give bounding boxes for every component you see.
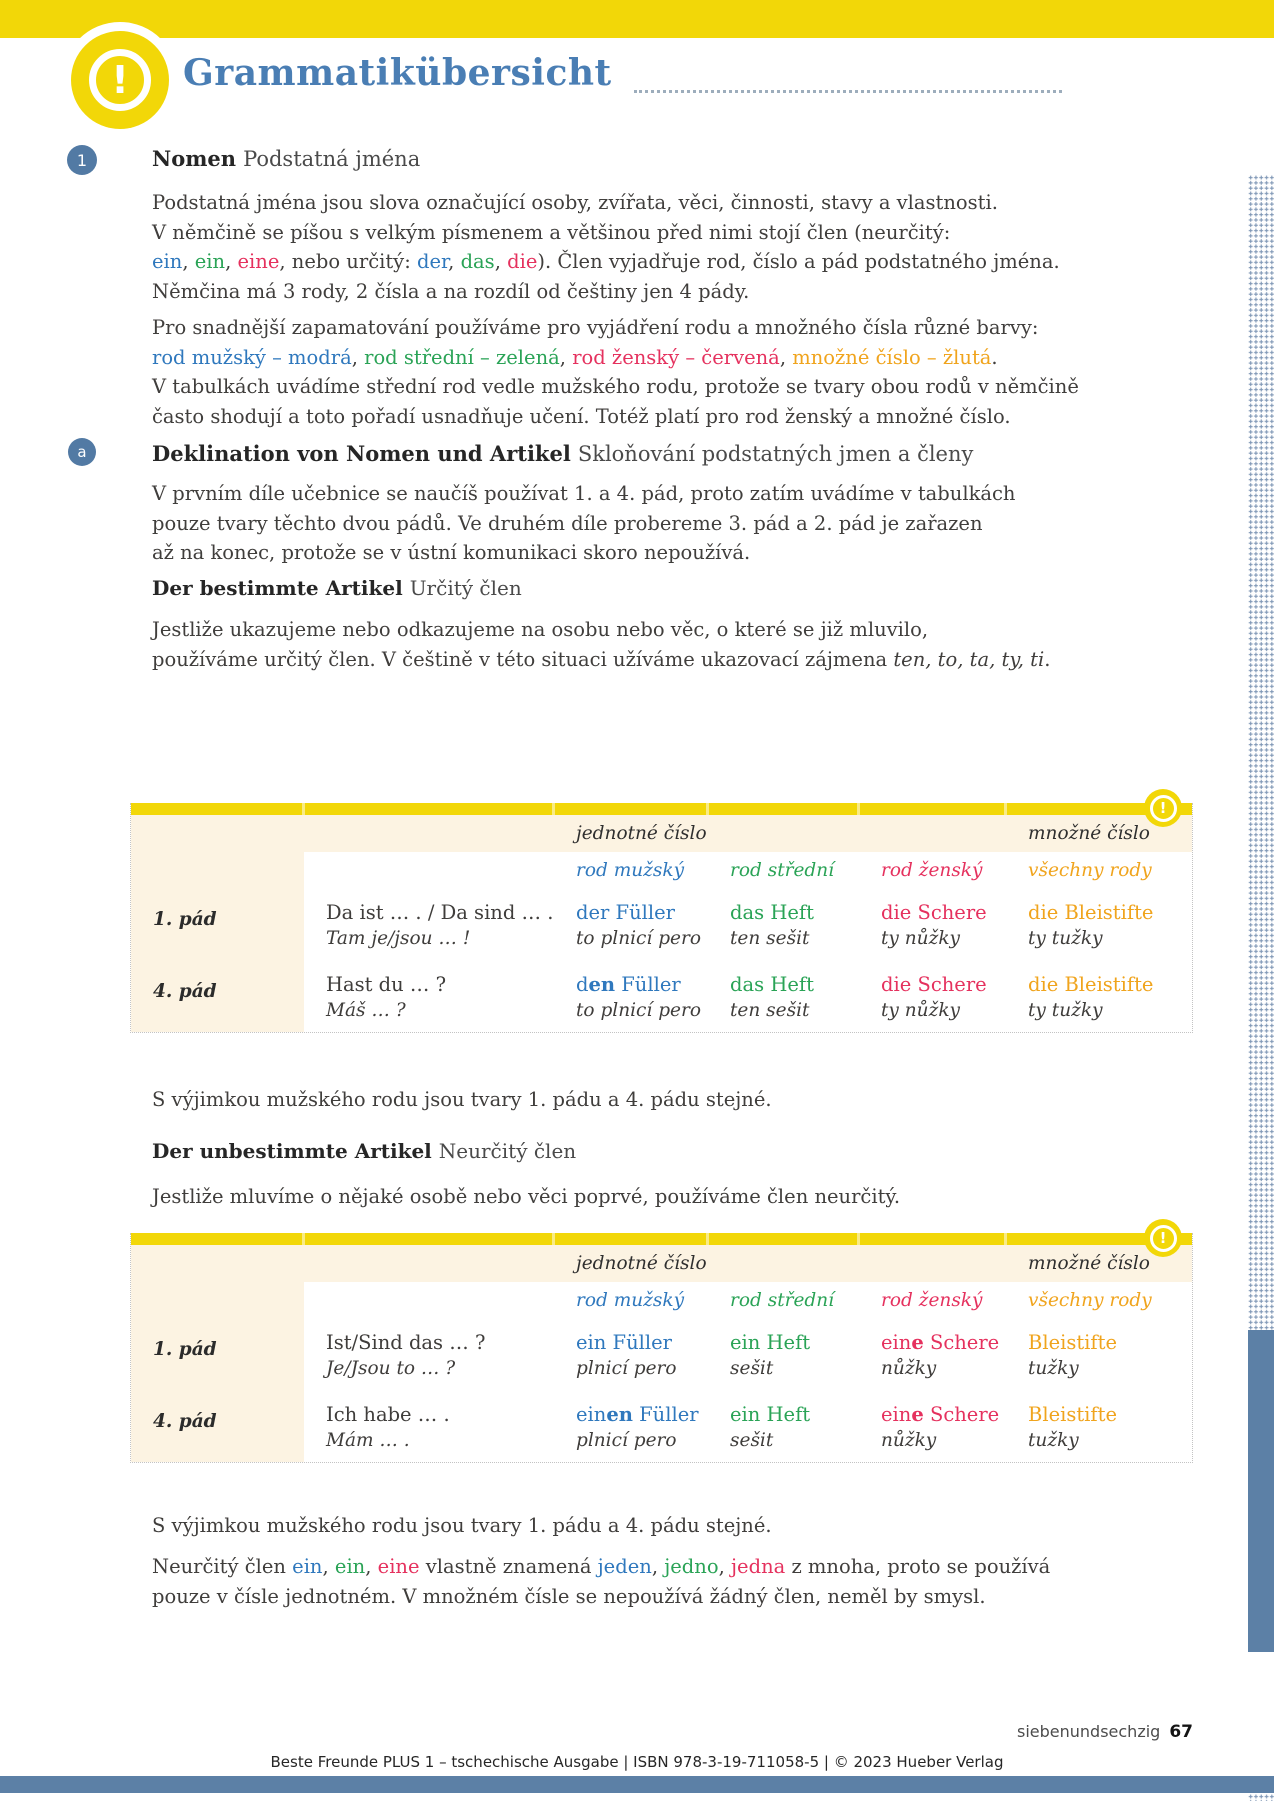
- example-czech: Máš … ?: [326, 1000, 406, 1021]
- header-all-genders: všechny rody: [1028, 860, 1152, 881]
- spacer-cell: [304, 852, 554, 888]
- section-a-badge: a: [68, 438, 96, 466]
- alert-ring: [89, 49, 151, 111]
- header-singular: jednotné číslo: [576, 823, 707, 844]
- case-label: 4. pád: [131, 960, 304, 1032]
- heading-czech: Neurčitý člen: [438, 1139, 577, 1163]
- table-alert-icon: [1144, 1219, 1182, 1257]
- header-masculine: rod mužský: [576, 1290, 685, 1311]
- section-1-heading: [152, 146, 420, 171]
- header-singular: jednotné číslo: [576, 1253, 707, 1274]
- section-a-heading: [152, 441, 973, 466]
- grammar-alert-icon: [62, 22, 178, 138]
- masculine-cell: einen Füller plnicí pero: [576, 1403, 699, 1451]
- paragraph-declension-intro: V prvním díle učebnice se naučíš používat 1. a 4. pád, proto zatím uvádíme v tabulkách pouze tvary těchto dvou pádů. Ve druhém díle probereme 3. pád a 2. pád je zařazen až na konec, protože se v ústní komunikaci skoro nepoužívá.: [152, 482, 1016, 564]
- feminine-cell: eine Schere nůžky: [881, 1403, 1000, 1451]
- heading-german: Der unbestimmte Artikel: [152, 1139, 432, 1163]
- feminine-cell: eine Schere nůžky: [881, 1331, 1000, 1379]
- table-row: [131, 888, 1192, 960]
- top-yellow-band: [0, 0, 1274, 38]
- page-title: Grammatikübersicht: [183, 52, 612, 94]
- example-german: Ich habe … .: [326, 1403, 450, 1426]
- example-cell: [304, 960, 554, 1032]
- alert-ring: [1150, 1225, 1177, 1252]
- imprint-line: Beste Freunde PLUS 1 – tschechische Ausgabe | ISBN 978-3-19-711058-5 | © 2023 Hueber Verlag: [270, 1753, 1004, 1771]
- heading-czech: Podstatná jména: [243, 147, 421, 171]
- header-neuter: rod střední: [730, 860, 835, 881]
- right-blue-block: [1248, 1330, 1274, 1652]
- table-alert-icon: [1144, 789, 1182, 827]
- alert-disc: [71, 31, 169, 129]
- paragraph-indefinite-usage: Jestliže mluvíme o nějaké osobě nebo věci poprvé, používáme člen neurčitý.: [152, 1185, 901, 1208]
- gender-header-row: [131, 1282, 1192, 1318]
- neuter-cell: das Heft ten sešit: [730, 901, 814, 949]
- exclamation-icon: !: [111, 58, 129, 102]
- indefinite-article-heading: [152, 1139, 576, 1163]
- paragraph-definite-usage: Jestliže ukazujeme nebo odkazujeme na osobu nebo věc, o které se již mluvilo, používáme určitý člen. V češtině v této situaci užíváme ukazovací zájmena ten, to, ta, ty, ti.: [152, 618, 1051, 671]
- case-label: 1. pád: [131, 888, 304, 960]
- spacer-cell: [131, 852, 304, 888]
- masculine-cell: der Füller to plnicí pero: [576, 901, 701, 949]
- header-feminine: rod ženský: [881, 1290, 983, 1311]
- example-czech: Mám … .: [326, 1430, 410, 1451]
- example-german: Da ist … . / Da sind … .: [326, 901, 554, 924]
- indefinite-article-table: [130, 1228, 1193, 1463]
- heading-german: Nomen: [152, 146, 237, 171]
- note-indefinite: S výjimkou mužského rodu jsou tvary 1. pádu a 4. pádu stejné.: [152, 1514, 772, 1537]
- case-label: 4. pád: [131, 1390, 304, 1462]
- example-german: Hast du … ?: [326, 973, 447, 996]
- spacer-cell: [304, 1282, 554, 1318]
- plural-cell: die Bleistifte ty tužky: [1028, 901, 1154, 949]
- header-feminine: rod ženský: [881, 860, 983, 881]
- page-number: 67: [1169, 1722, 1193, 1742]
- example-czech: Tam je/jsou … !: [326, 928, 471, 949]
- table-row: [131, 1390, 1192, 1462]
- page-number-line: [1017, 1722, 1193, 1742]
- feminine-cell: die Schere ty nůžky: [881, 901, 987, 949]
- table-top-bar: [131, 798, 1192, 817]
- example-german: Ist/Sind das … ?: [326, 1331, 486, 1354]
- case-label: 1. pád: [131, 1318, 304, 1390]
- feminine-cell: die Schere ty nůžky: [881, 973, 987, 1021]
- title-dotted-leader: [634, 66, 1062, 93]
- masculine-cell: den Füller to plnicí pero: [576, 973, 701, 1021]
- neuter-cell: ein Heft sešit: [730, 1403, 811, 1451]
- bottom-blue-band: [0, 1776, 1274, 1793]
- note-definite: S výjimkou mužského rodu jsou tvary 1. pádu a 4. pádu stejné.: [152, 1088, 772, 1111]
- example-czech: Je/Jsou to … ?: [326, 1358, 456, 1379]
- plural-cell: die Bleistifte ty tužky: [1028, 973, 1154, 1021]
- exclamation-icon: !: [1159, 798, 1167, 817]
- header-neuter: rod střední: [730, 1290, 835, 1311]
- header-masculine: rod mužský: [576, 860, 685, 881]
- alert-ring: [1150, 795, 1177, 822]
- section-1-badge: 1: [67, 145, 97, 175]
- table-row: [131, 1318, 1192, 1390]
- heading-german: Deklination von Nomen und Artikel: [152, 441, 571, 466]
- heading-czech: Skloňování podstatných jmen a členy: [577, 442, 974, 466]
- masculine-cell: ein Füller plnicí pero: [576, 1331, 677, 1379]
- heading-german: Der bestimmte Artikel: [152, 576, 403, 600]
- table-top-bar: [131, 1228, 1192, 1247]
- header-all-genders: všechny rody: [1028, 1290, 1152, 1311]
- corner-plus-pattern: [1248, 1794, 1274, 1801]
- definite-article-heading: [152, 576, 522, 600]
- gender-header-row: [131, 852, 1192, 888]
- plural-cell: Bleistifte tužky: [1028, 1403, 1118, 1451]
- number-header-row: [131, 815, 1192, 852]
- plus-pattern-column: [1248, 175, 1274, 1330]
- header-plural: množné číslo: [1028, 823, 1150, 844]
- exclamation-icon: !: [1159, 1228, 1167, 1247]
- example-cell: [304, 1318, 554, 1390]
- page-number-word: siebenundsechzig: [1017, 1722, 1161, 1741]
- example-cell: [304, 888, 554, 960]
- definite-article-table: [130, 798, 1193, 1033]
- neuter-cell: ein Heft sešit: [730, 1331, 811, 1379]
- neuter-cell: das Heft ten sešit: [730, 973, 814, 1021]
- paragraph-indefinite-meaning: Neurčitý člen ein, ein, eine vlastně znamená jeden, jedno, jedna z mnoha, proto se používá pouze v čísle jednotném. V množném čísle se nepoužívá žádný člen, neměl by smysl.: [152, 1555, 1051, 1608]
- number-header-row: [131, 1245, 1192, 1282]
- spacer-cell: [131, 1282, 304, 1318]
- plural-cell: Bleistifte tužky: [1028, 1331, 1118, 1379]
- example-cell: [304, 1390, 554, 1462]
- paragraph-gender-colors: Pro snadnější zapamatování používáme pro vyjádření rodu a množného čísla různé barvy: rod mužský – modrá, rod střední – zelená, rod ženský – červená, množné číslo – žlutá. V tabulkách uvádíme střední rod vedle mužského rodu, protože se tvary obou rodů v němčině často shodují a toto pořadí usnadňuje učení. Totéž platí pro rod ženský a množné číslo.: [152, 316, 1079, 428]
- header-plural: množné číslo: [1028, 1253, 1150, 1274]
- paragraph-nouns-intro: Podstatná jména jsou slova označující osoby, zvířata, věci, činnosti, stavy a vlastnosti. V němčině se píšou s velkým písmenem a většinou před nimi stojí člen (neurčitý: ein, ein, eine, nebo určitý: der, das, die). Člen vyjadřuje rod, číslo a pád podstatného jména. Němčina má 3 rody, 2 čísla a na rozdíl od češtiny jen 4 pády.: [152, 191, 1060, 303]
- heading-czech: Určitý člen: [409, 576, 522, 600]
- table-row: [131, 960, 1192, 1032]
